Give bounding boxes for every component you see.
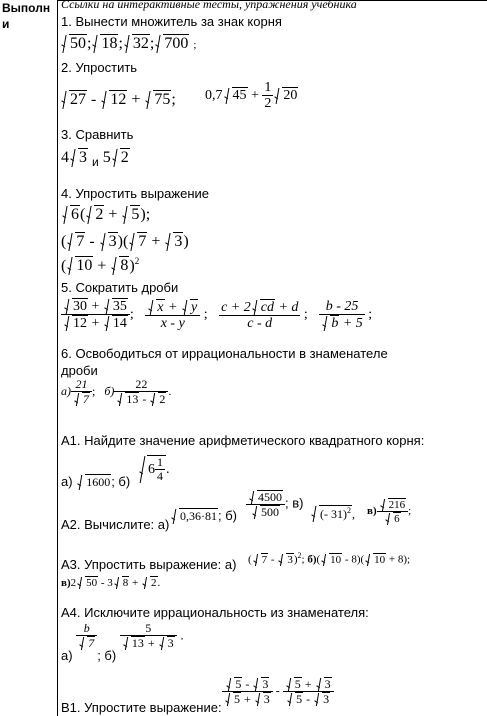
task-b1-expression: 5 - 3 5 + 3 - 5 + 3 5 - 3 — [222, 677, 334, 706]
task-a3-label: А3. Упростить выражение: а) — [61, 557, 237, 572]
header-links: Ссылки на интерактивные тесты, упражнения учебника — [61, 0, 357, 11]
task-b1-label: В1. Упростите выражение: — [61, 700, 222, 715]
task-6-fractions: а) $\frac{21}{7}$ ; б) 22 13 - 2 . — [61, 377, 172, 407]
task-a4-fractions: а) $\frac{b}{7}$ ; б) 5 13 + 3 . — [61, 621, 184, 663]
task-2-expression-b: 0,7 45 + $\frac{1}{2}$ 20 — [205, 80, 298, 112]
task-a3-parts-a-b: ( 7 - 3)$^2$; б)( 10 - 8)( 10 + 8); — [248, 551, 411, 566]
task-1-expression: 50; 18; 32; 700 ; — [60, 34, 196, 53]
task-3-label: 3. Сравнить — [61, 127, 134, 142]
task-a2-part-c: (- 31)$^2$, — [310, 505, 355, 522]
task-2-expression-a: 27 - 12 + 75; — [60, 90, 176, 109]
task-a2-part-b: $\frac{4500}{500}$ ; в) — [246, 490, 303, 519]
task-a1-part-b: 6 $\frac{1}{4}$ . — [138, 455, 170, 483]
task-4-line-3: ( 10 + 8)$^2$ — [61, 256, 140, 275]
task-4-line-2: ( 7 - 3)( 7 + 3) — [61, 233, 189, 250]
task-a3-part-c: в)2 50 - 3 8 + 2. — [61, 577, 161, 589]
task-4-label: 4. Упростить выражение — [61, 186, 209, 201]
task-a2-part-d: в) $\frac{216}{6}$ ; — [367, 499, 412, 526]
left-column — [0, 0, 58, 716]
task-1-label: 1. Вынести множитель за знак корня — [61, 14, 282, 29]
task-5-label: 5. Сократить дроби — [61, 280, 179, 295]
task-a1-part-a: а) 1600; б) — [61, 474, 131, 489]
left-column-header: Выполн и — [2, 1, 51, 31]
task-a4-label: А4. Исключите иррациональность из знаменателя: — [61, 605, 369, 620]
task-2-label: 2. Упростить — [61, 60, 138, 75]
task-5-fractions: 30 + 35 12 + 14 ; x + y x - y ; c + 2 cd + d c - d ; $\frac{b - 25}{b + 5}$ ; — [61, 298, 372, 332]
task-6-label-continued: дроби — [61, 363, 98, 378]
task-6-label: 6. Освободиться от иррациональности в знаменателе — [61, 346, 388, 361]
task-a1-label: А1. Найдите значение арифметического квадратного корня: — [61, 433, 425, 448]
task-3-expression: 4 3 $_и$ 5 2 — [61, 149, 129, 169]
task-a2-label: А2. Вычислите: а) — [61, 517, 170, 532]
task-a2-part-a: 0,36·81; б) — [170, 508, 237, 524]
task-4-line-1: 6( 2 + 5); — [61, 205, 150, 224]
